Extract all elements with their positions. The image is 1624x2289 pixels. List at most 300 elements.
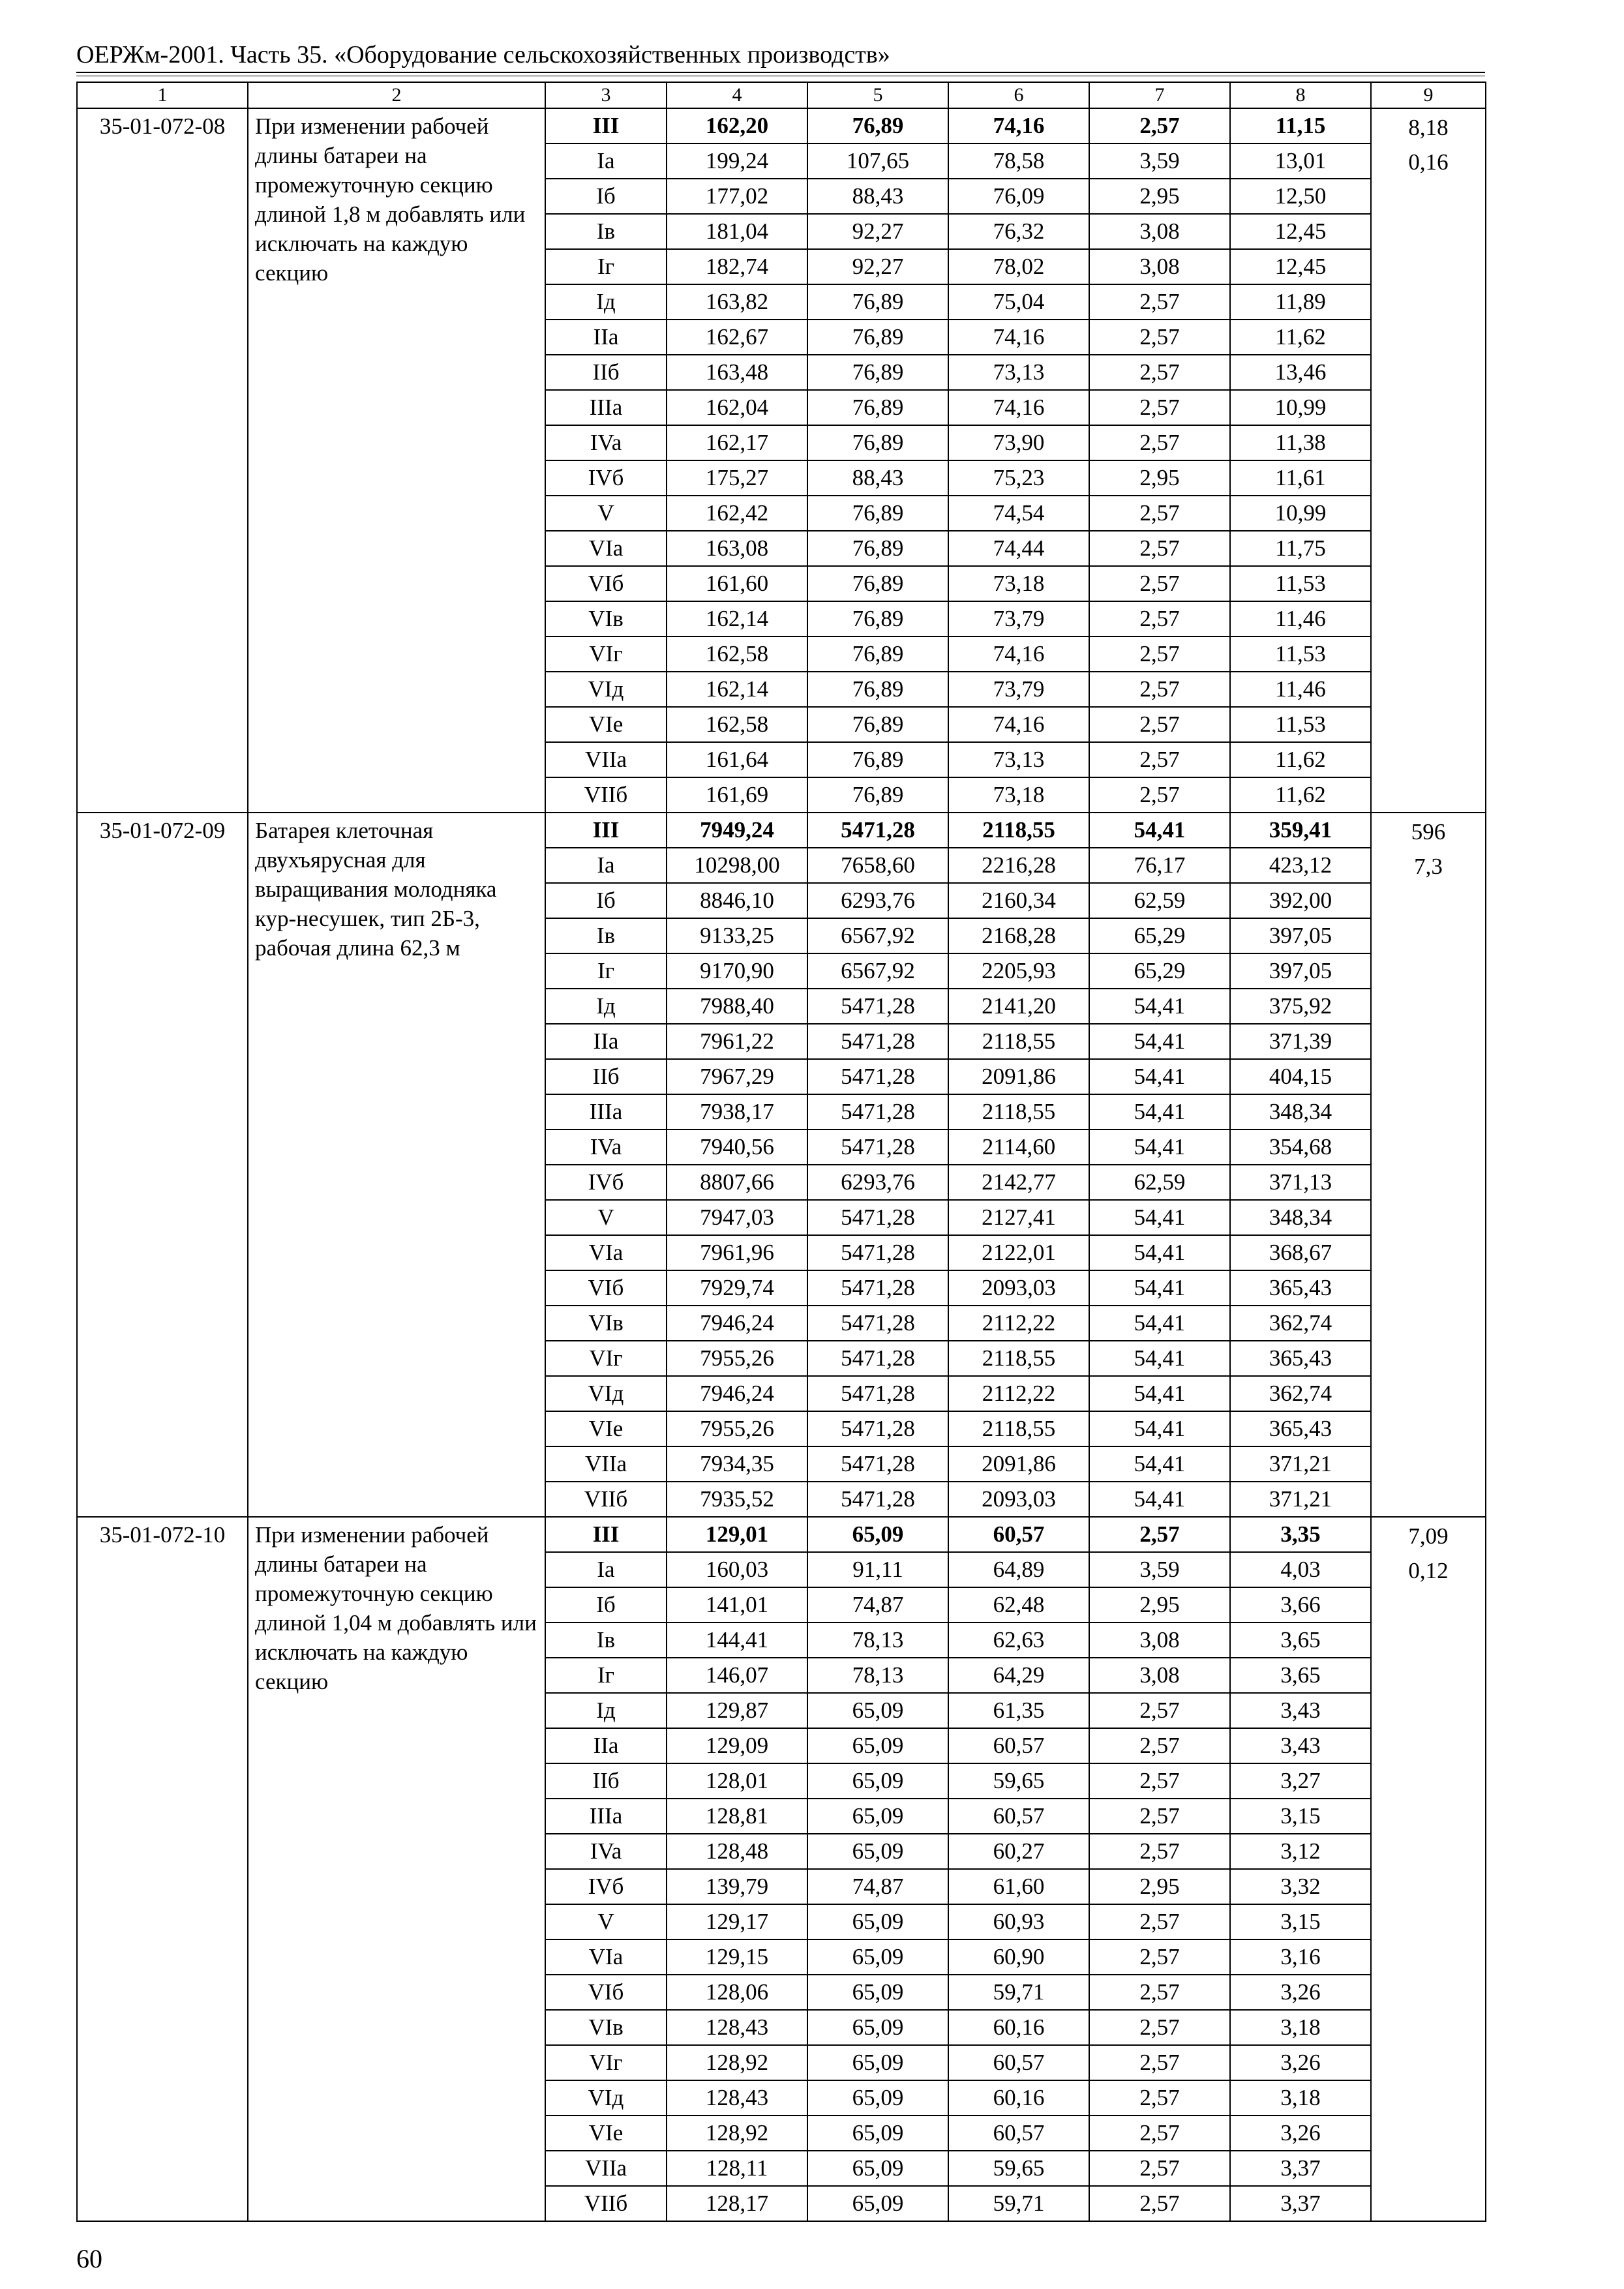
value-cell: 73,90: [948, 425, 1089, 460]
value-cell: 2,57: [1089, 636, 1230, 672]
value-cell: 129,87: [667, 1693, 807, 1728]
zone-cell: Ia: [545, 143, 667, 179]
value-cell: 60,57: [948, 1799, 1089, 1834]
zone-cell: Iг: [545, 249, 667, 284]
value-cell: 161,64: [667, 742, 807, 777]
column-header: 9: [1371, 82, 1486, 108]
value-cell: 2,57: [1089, 1904, 1230, 1939]
zone-cell: IVб: [545, 1869, 667, 1904]
value-cell: 2,57: [1089, 1834, 1230, 1869]
value-cell: 3,37: [1230, 2186, 1371, 2221]
value-cell: 54,41: [1089, 1482, 1230, 1517]
value-cell: 62,48: [948, 1587, 1089, 1623]
mass-column: [1371, 1517, 1486, 2221]
value-cell: 3,12: [1230, 1834, 1371, 1869]
zone-cell: IVa: [545, 425, 667, 460]
value-cell: 181,04: [667, 214, 807, 249]
value-cell: 65,09: [807, 1799, 948, 1834]
value-cell: 160,03: [667, 1552, 807, 1587]
value-cell: 2,57: [1089, 1728, 1230, 1763]
value-cell: 76,32: [948, 214, 1089, 249]
value-cell: 73,79: [948, 601, 1089, 636]
value-cell: 375,92: [1230, 989, 1371, 1024]
value-cell: 3,43: [1230, 1728, 1371, 1763]
value-cell: 78,58: [948, 143, 1089, 179]
value-cell: 75,23: [948, 460, 1089, 496]
value-cell: 54,41: [1089, 1306, 1230, 1341]
value-cell: 9133,25: [667, 918, 807, 953]
value-cell: 7935,52: [667, 1482, 807, 1517]
value-cell: 5471,28: [807, 1341, 948, 1376]
value-cell: 54,41: [1089, 989, 1230, 1024]
zone-cell: Iв: [545, 918, 667, 953]
value-cell: 3,59: [1089, 143, 1230, 179]
zone-cell: IIб: [545, 1059, 667, 1094]
zone-cell: VIг: [545, 2045, 667, 2080]
value-cell: 5471,28: [807, 1411, 948, 1446]
value-cell: 65,09: [807, 2186, 948, 2221]
value-cell: 2,57: [1089, 2186, 1230, 2221]
zone-cell: Iд: [545, 284, 667, 320]
value-cell: 59,65: [948, 1763, 1089, 1799]
value-cell: 76,89: [807, 672, 948, 707]
value-cell: 54,41: [1089, 1094, 1230, 1130]
value-cell: 7955,26: [667, 1411, 807, 1446]
column-header: 2: [248, 82, 545, 108]
value-cell: 3,08: [1089, 249, 1230, 284]
value-cell: 74,16: [948, 636, 1089, 672]
value-cell: 3,08: [1089, 1658, 1230, 1693]
zone-cell: IIб: [545, 1763, 667, 1799]
value-cell: 348,34: [1230, 1200, 1371, 1235]
value-cell: 162,14: [667, 601, 807, 636]
value-cell: 88,43: [807, 460, 948, 496]
value-cell: 7949,24: [667, 813, 807, 848]
value-cell: 3,18: [1230, 2080, 1371, 2116]
value-cell: 7938,17: [667, 1094, 807, 1130]
column-header: 8: [1230, 82, 1371, 108]
price-table-container: [76, 82, 1485, 2222]
value-cell: 8846,10: [667, 883, 807, 918]
value-cell: 74,44: [948, 531, 1089, 566]
zone-cell: III: [545, 1517, 667, 1552]
value-cell: 128,81: [667, 1799, 807, 1834]
value-cell: 7658,60: [807, 848, 948, 883]
value-cell: 10,99: [1230, 390, 1371, 425]
value-cell: 365,43: [1230, 1411, 1371, 1446]
value-cell: 11,75: [1230, 531, 1371, 566]
value-cell: 3,16: [1230, 1939, 1371, 1975]
zone-cell: IIa: [545, 1728, 667, 1763]
zone-cell: III: [545, 813, 667, 848]
zone-cell: VIa: [545, 1939, 667, 1975]
value-cell: 64,89: [948, 1552, 1089, 1587]
value-cell: 65,09: [807, 1517, 948, 1552]
zone-cell: VIд: [545, 672, 667, 707]
value-cell: 7988,40: [667, 989, 807, 1024]
resource-code: 35-01-072-09: [77, 813, 248, 1517]
value-cell: 404,15: [1230, 1059, 1371, 1094]
value-cell: 76,89: [807, 566, 948, 601]
value-cell: 54,41: [1089, 1446, 1230, 1482]
zone-cell: VIв: [545, 2010, 667, 2045]
value-cell: 2141,20: [948, 989, 1089, 1024]
value-cell: 7961,22: [667, 1024, 807, 1059]
value-cell: 163,82: [667, 284, 807, 320]
value-cell: 368,67: [1230, 1235, 1371, 1270]
value-cell: 128,11: [667, 2151, 807, 2186]
value-cell: 76,89: [807, 108, 948, 143]
value-cell: 61,60: [948, 1869, 1089, 1904]
zone-cell: Iб: [545, 883, 667, 918]
value-cell: 78,02: [948, 249, 1089, 284]
value-cell: 65,09: [807, 1904, 948, 1939]
value-cell: 129,15: [667, 1939, 807, 1975]
value-cell: 7946,24: [667, 1376, 807, 1411]
value-cell: 73,79: [948, 672, 1089, 707]
zone-cell: VIг: [545, 636, 667, 672]
work-description: Батарея клеточная двухъярусная для выращивания молодняка кур-несушек, тип 2Б-3, рабочая длина 62,3 м: [248, 813, 545, 1517]
value-cell: 2112,22: [948, 1306, 1089, 1341]
zone-cell: VIIб: [545, 1482, 667, 1517]
value-cell: 62,59: [1089, 1165, 1230, 1200]
table-row: [77, 1517, 1486, 1552]
zone-cell: IIa: [545, 320, 667, 355]
resource-code: 35-01-072-08: [77, 108, 248, 813]
value-cell: 2,95: [1089, 1587, 1230, 1623]
value-cell: 76,89: [807, 320, 948, 355]
value-cell: 162,58: [667, 636, 807, 672]
value-cell: 3,08: [1089, 1623, 1230, 1658]
value-cell: 144,41: [667, 1623, 807, 1658]
mass-value: 0,12: [1408, 1558, 1449, 1583]
zone-cell: Ia: [545, 1552, 667, 1587]
zone-cell: VIIa: [545, 742, 667, 777]
value-cell: 2142,77: [948, 1165, 1089, 1200]
value-cell: 65,09: [807, 1728, 948, 1763]
value-cell: 163,08: [667, 531, 807, 566]
value-cell: 11,89: [1230, 284, 1371, 320]
value-cell: 5471,28: [807, 1376, 948, 1411]
value-cell: 2,57: [1089, 284, 1230, 320]
value-cell: 3,35: [1230, 1517, 1371, 1552]
value-cell: 397,05: [1230, 918, 1371, 953]
value-cell: 2,57: [1089, 2010, 1230, 2045]
value-cell: 76,09: [948, 179, 1089, 214]
zone-cell: IIIa: [545, 390, 667, 425]
value-cell: 5471,28: [807, 1270, 948, 1306]
value-cell: 2,57: [1089, 1517, 1230, 1552]
value-cell: 65,09: [807, 1834, 948, 1869]
value-cell: 61,35: [948, 1693, 1089, 1728]
page-header-title: ОЕРЖм-2001. Часть 35. «Оборудование сельскохозяйственных производств»: [76, 41, 890, 68]
mass-value: 7,09: [1408, 1523, 1449, 1549]
zone-cell: Iб: [545, 1587, 667, 1623]
zone-cell: IVa: [545, 1834, 667, 1869]
value-cell: 2118,55: [948, 1411, 1089, 1446]
value-cell: 73,13: [948, 742, 1089, 777]
zone-cell: VIe: [545, 707, 667, 742]
value-cell: 199,24: [667, 143, 807, 179]
mass-value: 0,16: [1408, 149, 1449, 175]
value-cell: 76,89: [807, 601, 948, 636]
value-cell: 59,71: [948, 1975, 1089, 2010]
zone-cell: VIIб: [545, 2186, 667, 2221]
value-cell: 2,57: [1089, 355, 1230, 390]
value-cell: 2,57: [1089, 707, 1230, 742]
value-cell: 163,48: [667, 355, 807, 390]
value-cell: 65,29: [1089, 918, 1230, 953]
zone-cell: Iв: [545, 214, 667, 249]
value-cell: 362,74: [1230, 1376, 1371, 1411]
mass-value: 7,3: [1414, 854, 1443, 879]
table-body: [77, 108, 1486, 2221]
value-cell: 10298,00: [667, 848, 807, 883]
value-cell: 129,09: [667, 1728, 807, 1763]
value-cell: 162,04: [667, 390, 807, 425]
value-cell: 76,17: [1089, 848, 1230, 883]
value-cell: 146,07: [667, 1658, 807, 1693]
value-cell: 54,41: [1089, 1130, 1230, 1165]
value-cell: 65,09: [807, 2010, 948, 2045]
value-cell: 60,57: [948, 2045, 1089, 2080]
value-cell: 60,57: [948, 1517, 1089, 1552]
mass-value: 8,18: [1408, 115, 1449, 140]
value-cell: 54,41: [1089, 1376, 1230, 1411]
value-cell: 62,63: [948, 1623, 1089, 1658]
value-cell: 3,66: [1230, 1587, 1371, 1623]
zone-cell: Iд: [545, 989, 667, 1024]
value-cell: 76,89: [807, 496, 948, 531]
value-cell: 6293,76: [807, 1165, 948, 1200]
zone-cell: V: [545, 496, 667, 531]
zone-cell: VIe: [545, 1411, 667, 1446]
zone-cell: VIг: [545, 1341, 667, 1376]
value-cell: 65,09: [807, 2080, 948, 2116]
value-cell: 4,03: [1230, 1552, 1371, 1587]
value-cell: 74,16: [948, 320, 1089, 355]
value-cell: 76,89: [807, 707, 948, 742]
value-cell: 2,57: [1089, 601, 1230, 636]
value-cell: 128,43: [667, 2080, 807, 2116]
value-cell: 177,02: [667, 179, 807, 214]
value-cell: 3,65: [1230, 1658, 1371, 1693]
value-cell: 365,43: [1230, 1341, 1371, 1376]
value-cell: 2091,86: [948, 1446, 1089, 1482]
value-cell: 65,29: [1089, 953, 1230, 989]
zone-cell: III: [545, 108, 667, 143]
value-cell: 129,01: [667, 1517, 807, 1552]
value-cell: 11,46: [1230, 601, 1371, 636]
value-cell: 2,95: [1089, 179, 1230, 214]
value-cell: 92,27: [807, 214, 948, 249]
value-cell: 3,59: [1089, 1552, 1230, 1587]
zone-cell: VIб: [545, 1975, 667, 2010]
header-divider: [76, 72, 1485, 76]
value-cell: 2,95: [1089, 460, 1230, 496]
value-cell: 12,50: [1230, 179, 1371, 214]
value-cell: 162,42: [667, 496, 807, 531]
value-cell: 11,15: [1230, 108, 1371, 143]
value-cell: 65,09: [807, 1763, 948, 1799]
value-cell: 162,58: [667, 707, 807, 742]
value-cell: 2,95: [1089, 1869, 1230, 1904]
value-cell: 54,41: [1089, 1200, 1230, 1235]
value-cell: 11,62: [1230, 320, 1371, 355]
value-cell: 12,45: [1230, 249, 1371, 284]
value-cell: 12,45: [1230, 214, 1371, 249]
value-cell: 2,57: [1089, 531, 1230, 566]
value-cell: 11,53: [1230, 636, 1371, 672]
value-cell: 5471,28: [807, 1059, 948, 1094]
price-table: [76, 82, 1486, 2222]
value-cell: 6293,76: [807, 883, 948, 918]
value-cell: 74,16: [948, 390, 1089, 425]
resource-code: 35-01-072-10: [77, 1517, 248, 2221]
value-cell: 162,20: [667, 108, 807, 143]
value-cell: 162,67: [667, 320, 807, 355]
value-cell: 362,74: [1230, 1306, 1371, 1341]
value-cell: 2,57: [1089, 496, 1230, 531]
value-cell: 3,32: [1230, 1869, 1371, 1904]
value-cell: 3,43: [1230, 1693, 1371, 1728]
value-cell: 59,71: [948, 2186, 1089, 2221]
value-cell: 107,65: [807, 143, 948, 179]
column-header: 4: [667, 82, 807, 108]
value-cell: 139,79: [667, 1869, 807, 1904]
zone-cell: IVб: [545, 460, 667, 496]
value-cell: 182,74: [667, 249, 807, 284]
value-cell: 65,09: [807, 1939, 948, 1975]
value-cell: 54,41: [1089, 1411, 1230, 1446]
value-cell: 7947,03: [667, 1200, 807, 1235]
value-cell: 6567,92: [807, 953, 948, 989]
value-cell: 13,01: [1230, 143, 1371, 179]
value-cell: 2,57: [1089, 742, 1230, 777]
value-cell: 128,48: [667, 1834, 807, 1869]
value-cell: 65,09: [807, 2116, 948, 2151]
value-cell: 11,62: [1230, 777, 1371, 813]
value-cell: 76,89: [807, 355, 948, 390]
value-cell: 7946,24: [667, 1306, 807, 1341]
value-cell: 11,46: [1230, 672, 1371, 707]
zone-cell: IIIa: [545, 1799, 667, 1834]
value-cell: 3,15: [1230, 1904, 1371, 1939]
value-cell: 54,41: [1089, 1024, 1230, 1059]
value-cell: 2112,22: [948, 1376, 1089, 1411]
value-cell: 2093,03: [948, 1270, 1089, 1306]
zone-cell: Ia: [545, 848, 667, 883]
value-cell: 13,46: [1230, 355, 1371, 390]
value-cell: 3,27: [1230, 1763, 1371, 1799]
value-cell: 128,92: [667, 2045, 807, 2080]
value-cell: 2,57: [1089, 1939, 1230, 1975]
value-cell: 348,34: [1230, 1094, 1371, 1130]
mass-column: [1371, 813, 1486, 1517]
value-cell: 162,14: [667, 672, 807, 707]
zone-cell: VIIa: [545, 1446, 667, 1482]
value-cell: 75,04: [948, 284, 1089, 320]
column-header: 1: [77, 82, 248, 108]
value-cell: 2,57: [1089, 1799, 1230, 1834]
value-cell: 3,26: [1230, 1975, 1371, 2010]
zone-cell: IIIa: [545, 1094, 667, 1130]
zone-cell: Iд: [545, 1693, 667, 1728]
value-cell: 5471,28: [807, 813, 948, 848]
value-cell: 423,12: [1230, 848, 1371, 883]
value-cell: 8807,66: [667, 1165, 807, 1200]
value-cell: 2,57: [1089, 777, 1230, 813]
value-cell: 392,00: [1230, 883, 1371, 918]
value-cell: 76,89: [807, 425, 948, 460]
value-cell: 5471,28: [807, 1306, 948, 1341]
zone-cell: VIIб: [545, 777, 667, 813]
value-cell: 74,16: [948, 707, 1089, 742]
value-cell: 3,26: [1230, 2045, 1371, 2080]
zone-cell: VIд: [545, 1376, 667, 1411]
value-cell: 76,89: [807, 284, 948, 320]
value-cell: 11,53: [1230, 707, 1371, 742]
value-cell: 128,06: [667, 1975, 807, 2010]
value-cell: 11,61: [1230, 460, 1371, 496]
zone-cell: VIв: [545, 1306, 667, 1341]
value-cell: 2,57: [1089, 2151, 1230, 2186]
value-cell: 76,89: [807, 636, 948, 672]
value-cell: 64,29: [948, 1658, 1089, 1693]
value-cell: 2114,60: [948, 1130, 1089, 1165]
zone-cell: V: [545, 1904, 667, 1939]
value-cell: 60,57: [948, 2116, 1089, 2151]
value-cell: 5471,28: [807, 989, 948, 1024]
value-cell: 128,43: [667, 2010, 807, 2045]
value-cell: 397,05: [1230, 953, 1371, 989]
value-cell: 141,01: [667, 1587, 807, 1623]
value-cell: 2122,01: [948, 1235, 1089, 1270]
value-cell: 2118,55: [948, 813, 1089, 848]
zone-cell: IIб: [545, 355, 667, 390]
value-cell: 5471,28: [807, 1024, 948, 1059]
value-cell: 5471,28: [807, 1446, 948, 1482]
value-cell: 3,08: [1089, 214, 1230, 249]
value-cell: 359,41: [1230, 813, 1371, 848]
value-cell: 161,69: [667, 777, 807, 813]
value-cell: 128,17: [667, 2186, 807, 2221]
value-cell: 7961,96: [667, 1235, 807, 1270]
zone-cell: VIIa: [545, 2151, 667, 2186]
value-cell: 354,68: [1230, 1130, 1371, 1165]
value-cell: 129,17: [667, 1904, 807, 1939]
value-cell: 371,39: [1230, 1024, 1371, 1059]
value-cell: 54,41: [1089, 1235, 1230, 1270]
value-cell: 74,16: [948, 108, 1089, 143]
value-cell: 65,09: [807, 2151, 948, 2186]
value-cell: 60,16: [948, 2080, 1089, 2116]
value-cell: 5471,28: [807, 1235, 948, 1270]
value-cell: 3,65: [1230, 1623, 1371, 1658]
zone-cell: VIб: [545, 566, 667, 601]
zone-cell: VIб: [545, 1270, 667, 1306]
value-cell: 5471,28: [807, 1482, 948, 1517]
value-cell: 54,41: [1089, 1270, 1230, 1306]
value-cell: 161,60: [667, 566, 807, 601]
value-cell: 74,87: [807, 1587, 948, 1623]
value-cell: 6567,92: [807, 918, 948, 953]
value-cell: 2,57: [1089, 1975, 1230, 2010]
value-cell: 11,62: [1230, 742, 1371, 777]
zone-cell: IVa: [545, 1130, 667, 1165]
value-cell: 2,57: [1089, 566, 1230, 601]
value-cell: 2118,55: [948, 1341, 1089, 1376]
